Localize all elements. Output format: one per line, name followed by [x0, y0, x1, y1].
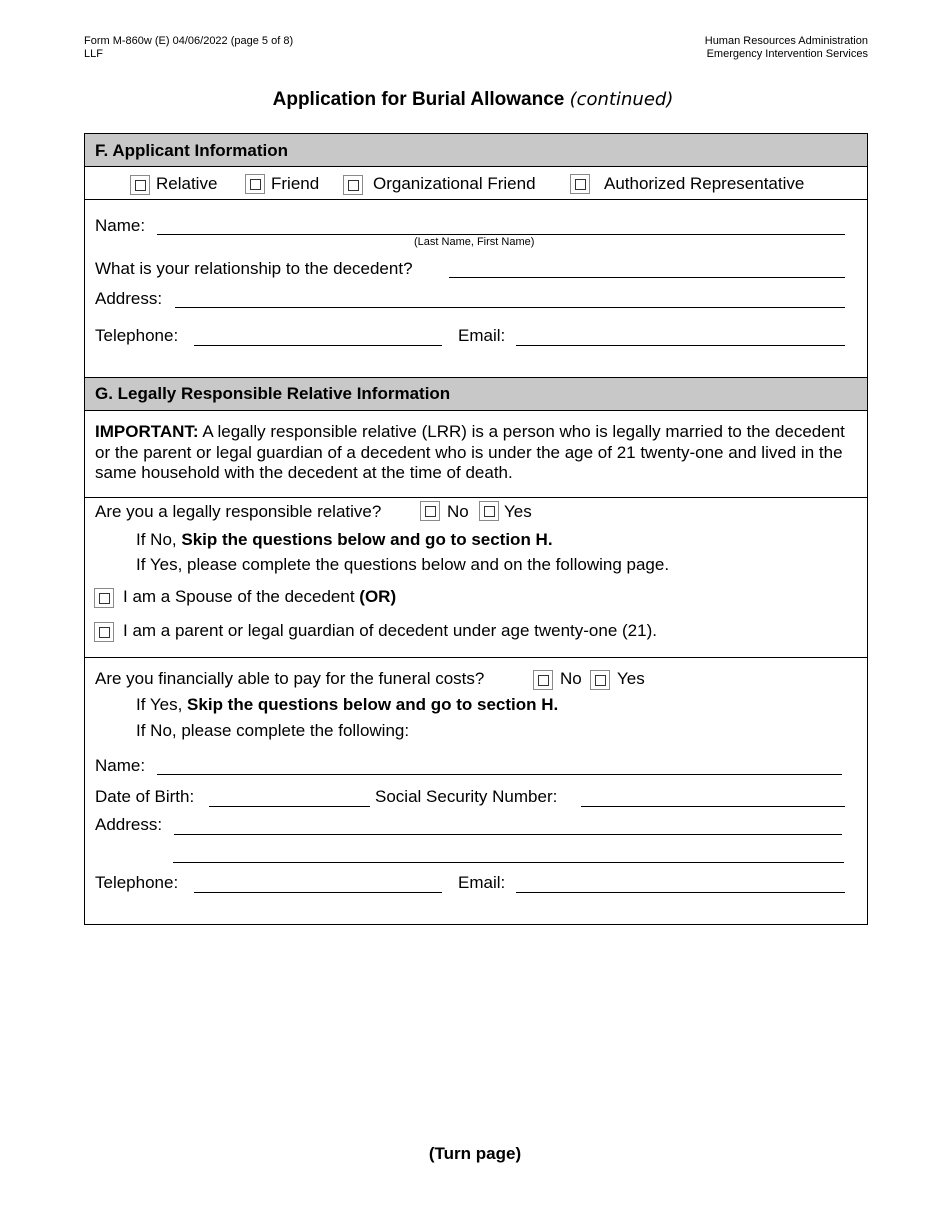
- divider: [84, 166, 868, 167]
- divider: [84, 377, 868, 378]
- lrr-question: Are you a legally responsible relative?: [95, 502, 382, 521]
- financial-question: Are you financially able to pay for the funeral costs?: [95, 669, 485, 688]
- page-title: [0, 89, 946, 111]
- turn-page-note: (Turn page): [428, 1144, 522, 1163]
- relative-label: Relative: [156, 174, 218, 193]
- lrr-address-field-line2[interactable]: [173, 862, 844, 863]
- organizational-friend-label: Organizational Friend: [373, 174, 536, 193]
- lrr-no-label: No: [447, 502, 469, 521]
- title-suffix: (continued): [569, 89, 674, 110]
- parent-checkbox[interactable]: [94, 622, 114, 642]
- divider: [84, 497, 868, 498]
- agency-name: Human Resources Administration: [704, 35, 868, 47]
- lrr-email-label: Email:: [458, 873, 506, 892]
- lrr-address-label: Address:: [95, 815, 163, 834]
- applicant-name-label: Name:: [95, 216, 146, 235]
- dob-field[interactable]: [209, 806, 370, 807]
- lrr-address-field-line1[interactable]: [174, 834, 842, 835]
- spouse-checkbox[interactable]: [94, 588, 114, 608]
- parent-label: I am a parent or legal guardian of decedent under age twenty-one (21).: [123, 621, 657, 640]
- organizational-friend-checkbox[interactable]: [343, 175, 363, 195]
- applicant-telephone-field[interactable]: [194, 345, 442, 346]
- lrr-name-label: Name:: [95, 756, 146, 775]
- spouse-text: I am a Spouse of the decedent: [123, 587, 360, 606]
- lrr-if-yes-instruction: If Yes, please complete the questions below and on the following page.: [136, 555, 670, 574]
- lrr-name-field[interactable]: [157, 774, 842, 775]
- important-notice: [95, 422, 847, 484]
- lrr-if-no-bold: Skip the questions below and go to section H.: [181, 530, 553, 549]
- financial-if-yes-bold: Skip the questions below and go to section H.: [187, 695, 559, 714]
- lrr-no-checkbox[interactable]: [420, 501, 440, 521]
- division-name: Emergency Intervention Services: [706, 48, 868, 60]
- important-label: IMPORTANT:: [95, 422, 199, 441]
- authorized-representative-label: Authorized Representative: [604, 174, 805, 193]
- section-g-heading: G. Legally Responsible Relative Information: [95, 384, 451, 403]
- applicant-address-field[interactable]: [175, 307, 845, 308]
- lrr-yes-checkbox[interactable]: [479, 501, 499, 521]
- authorized-representative-checkbox[interactable]: [570, 174, 590, 194]
- lrr-if-no-prefix: If No,: [136, 530, 182, 549]
- financial-yes-label: Yes: [617, 669, 645, 688]
- dob-label: Date of Birth:: [95, 787, 195, 806]
- important-text: A legally responsible relative (LRR) is a person who is legally married to the decedent or the parent or legal guardian of a decedent who is under the age of 21 twenty-one and lived in the same household with the decedent at the time of death.: [95, 422, 845, 482]
- relationship-field[interactable]: [449, 277, 845, 278]
- ssn-field[interactable]: [581, 806, 845, 807]
- relationship-label: What is your relationship to the decedent?: [95, 259, 413, 278]
- financial-yes-checkbox[interactable]: [590, 670, 610, 690]
- spouse-label: [123, 587, 396, 607]
- lrr-telephone-label: Telephone:: [95, 873, 179, 892]
- lrr-if-no-instruction: [136, 530, 553, 550]
- section-f-heading: F. Applicant Information: [95, 141, 288, 160]
- lrr-telephone-field[interactable]: [194, 892, 442, 893]
- relative-checkbox[interactable]: [130, 175, 150, 195]
- title-main: Application for Burial Allowance: [272, 89, 565, 110]
- applicant-telephone-label: Telephone:: [95, 326, 179, 345]
- lrr-yes-label: Yes: [504, 502, 532, 521]
- name-hint: (Last Name, First Name): [414, 236, 535, 248]
- form-sub: LLF: [84, 48, 103, 60]
- form-id: Form M-860w (E) 04/06/2022 (page 5 of 8): [84, 35, 294, 47]
- spouse-or: (OR): [359, 587, 397, 606]
- ssn-label: Social Security Number:: [375, 787, 558, 806]
- financial-no-checkbox[interactable]: [533, 670, 553, 690]
- financial-if-no-instruction: If No, please complete the following:: [136, 721, 410, 740]
- friend-checkbox[interactable]: [245, 174, 265, 194]
- friend-label: Friend: [271, 174, 320, 193]
- applicant-email-field[interactable]: [516, 345, 845, 346]
- applicant-name-field[interactable]: [157, 234, 845, 235]
- divider: [84, 657, 868, 658]
- divider: [84, 410, 868, 411]
- divider: [84, 199, 868, 200]
- financial-no-label: No: [560, 669, 582, 688]
- financial-if-yes-instruction: [136, 695, 558, 715]
- financial-if-yes-prefix: If Yes,: [136, 695, 188, 714]
- applicant-address-label: Address:: [95, 289, 163, 308]
- applicant-email-label: Email:: [458, 326, 506, 345]
- lrr-email-field[interactable]: [516, 892, 845, 893]
